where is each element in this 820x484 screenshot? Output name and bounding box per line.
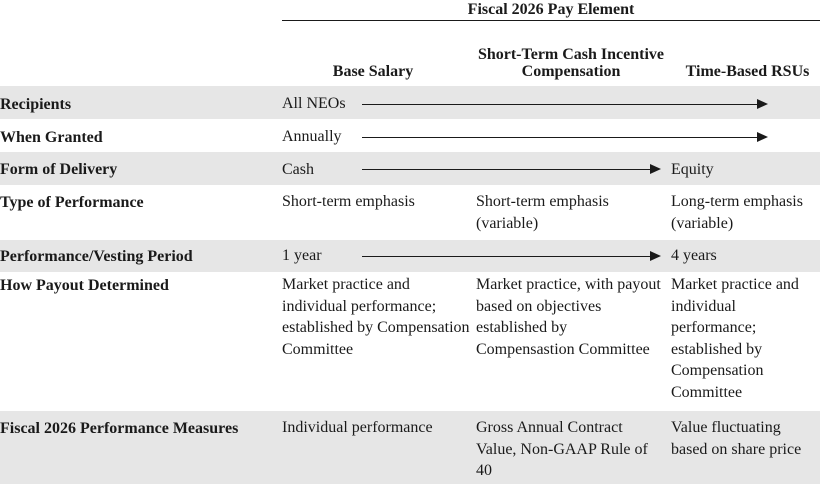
row-label-form-of-delivery: Form of Delivery [0,161,118,178]
column-header-time-based-rsus: Time-Based RSUs [685,63,810,80]
row-label-type-of-performance: Type of Performance [0,194,144,211]
arrow-recipients [362,104,766,105]
cell-type-of-performance-short-term: Short-term emphasis (variable) [476,193,609,232]
cell-vesting-period-rsus: 4 years [671,247,717,264]
cell-vesting-period-base-salary: 1 year [282,247,322,264]
cell-when-granted-base-salary: Annually [282,128,342,145]
arrow-when-granted [362,137,766,138]
cell-type-of-performance-rsus: Long-term emphasis (variable) [671,193,803,232]
cell-how-payout-short-term: Market practice, with payout based on objectives established by Compensastion Committee [476,276,661,358]
row-label-vesting-period: Performance/Vesting Period [0,248,193,265]
cell-how-payout-rsus: Market practice and individual performance; established by Compensation Committee [671,276,799,401]
row-label-recipients: Recipients [0,96,72,113]
cell-recipients-base-salary: All NEOs [282,95,346,112]
arrow-vesting-period [362,256,659,257]
cell-form-of-delivery-base-salary: Cash [282,161,314,178]
arrow-form-of-delivery [362,169,659,170]
cell-type-of-performance-base-salary: Short-term emphasis [282,193,415,210]
cell-performance-measures-base-salary: Individual performance [282,419,433,436]
column-header-short-term-cash: Short-Term Cash Incentive Compensation [477,46,665,80]
row-label-how-payout-determined: How Payout Determined [0,277,169,294]
column-header-base-salary: Base Salary [332,63,414,80]
cell-form-of-delivery-rsus: Equity [671,161,714,178]
cell-performance-measures-short-term: Gross Annual Contract Value, Non-GAAP Rule of 40 [476,419,648,479]
cell-performance-measures-rsus: Value fluctuating based on share price [671,419,802,458]
row-label-when-granted: When Granted [0,129,103,146]
pay-element-group-header: Fiscal 2026 Pay Element [467,1,635,18]
cell-how-payout-base-salary: Market practice and individual performance; established by Compensation Committee [282,276,470,358]
header-rule [282,20,820,21]
row-label-performance-measures: Fiscal 2026 Performance Measures [0,420,239,437]
